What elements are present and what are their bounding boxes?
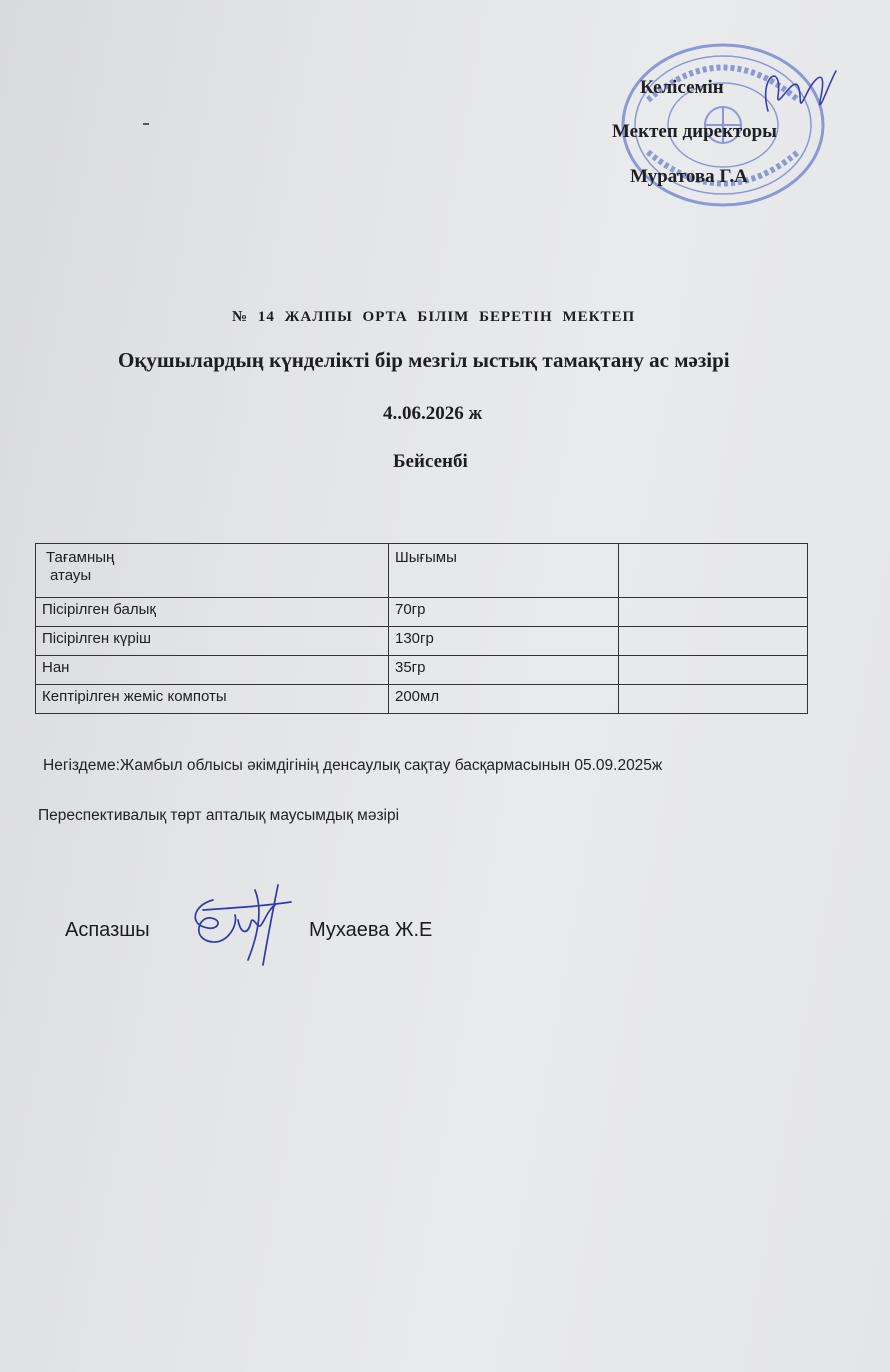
dish-name: Нан	[36, 656, 389, 685]
dish-yield: 70гр	[389, 598, 619, 627]
header-yield: Шығымы	[389, 544, 619, 598]
dish-name: Кептірілген жеміс компоты	[36, 685, 389, 714]
cook-signature-block	[65, 880, 485, 970]
menu-title: Оқушылардың күнделікті бір мезгіл ыстық тамақтану ас мәзірі	[118, 348, 730, 372]
director-title: Мектеп директоры	[612, 121, 778, 142]
stray-mark	[143, 123, 149, 125]
table-row	[36, 685, 808, 714]
approval-label: Келісемін	[640, 77, 724, 98]
dish-name: Пісірілген балық	[36, 598, 389, 627]
dish-yield: 200мл	[389, 685, 619, 714]
cook-name: Мухаева Ж.Е	[309, 919, 433, 941]
cook-signature	[183, 880, 298, 970]
director-name: Муратова Г.А	[630, 166, 748, 187]
empty-cell	[619, 627, 808, 656]
table-row	[36, 627, 808, 656]
header-dish-name	[36, 544, 389, 598]
menu-weekday: Бейсенбі	[393, 451, 468, 472]
header-extra	[619, 544, 808, 598]
table-row	[36, 656, 808, 685]
basis-text-continued: Переспективалық төрт апталық маусымдық мәзірі	[38, 807, 400, 824]
school-name: № 14 ЖАЛПЫ ОРТА БІЛІМ БЕРЕТІН МЕКТЕП	[232, 309, 636, 325]
menu-table	[35, 543, 808, 714]
dish-yield: 35гр	[389, 656, 619, 685]
director-signature	[748, 56, 838, 126]
table-header-row	[36, 544, 808, 598]
empty-cell	[619, 656, 808, 685]
approval-block	[600, 40, 860, 210]
empty-cell	[619, 598, 808, 627]
table-row	[36, 598, 808, 627]
dish-yield: 130гр	[389, 627, 619, 656]
dish-name: Пісірілген күріш	[36, 627, 389, 656]
header-dish-name-line1: Тағамның	[46, 549, 115, 566]
header-dish-name-line2: атауы	[50, 567, 92, 584]
cook-role: Аспазшы	[65, 919, 150, 941]
empty-cell	[619, 685, 808, 714]
menu-date: 4..06.2026 ж	[383, 403, 483, 424]
basis-text: Негіздеме:Жамбыл облысы әкімдігінің денсаулық сақтау басқармасынын 05.09.2025ж	[43, 757, 663, 774]
